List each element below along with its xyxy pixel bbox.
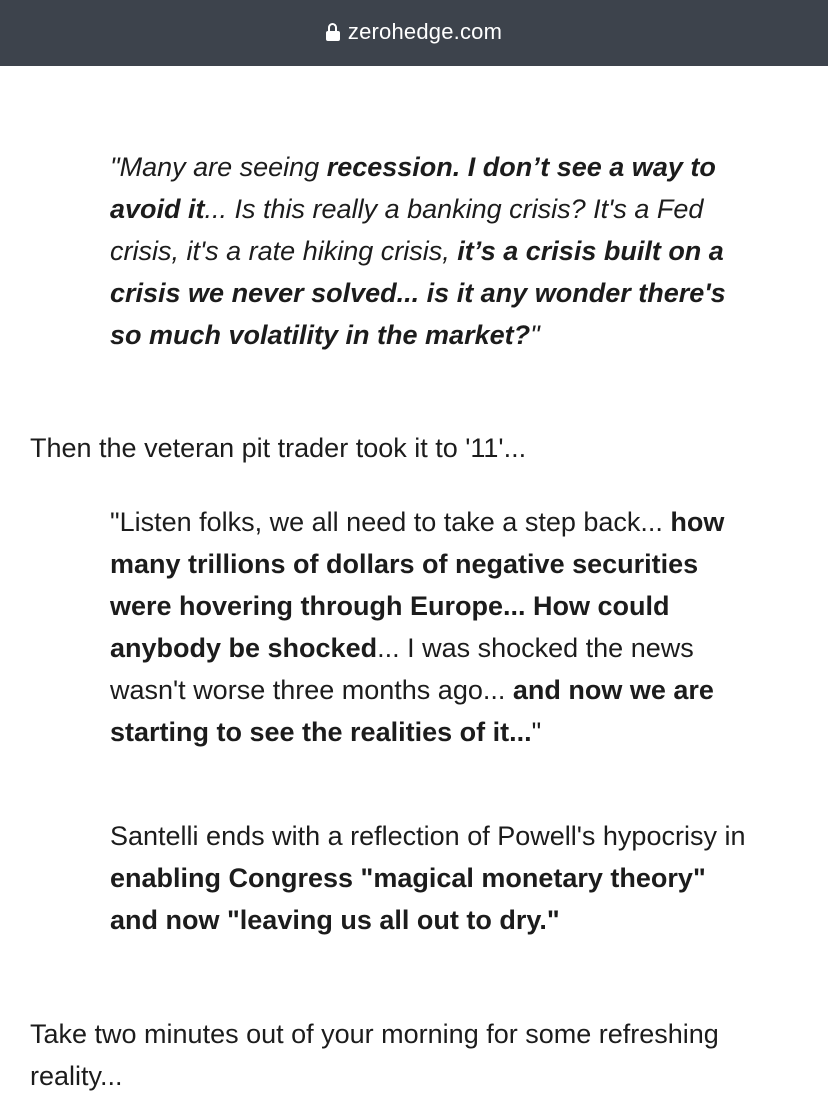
quote-text: Santelli ends with a reflection of Powell's hypocrisy in [110, 821, 746, 851]
paragraph-pit-trader: Then the veteran pit trader took it to '11'... [30, 433, 527, 463]
lock-icon [326, 23, 340, 41]
address-bar[interactable] [0, 0, 828, 66]
quote-text: "Listen folks, we all need to take a step back... [110, 507, 671, 537]
domain-text: zerohedge.com [347, 19, 503, 44]
paragraph-closing: Take two minutes out of your morning for some refreshing reality... [30, 1019, 719, 1091]
quote-bold-text: how many trillions of dollars of negative securities were hovering through Europe... How could anybody be shocked [110, 507, 725, 663]
quote-text: "Many are seeing [110, 152, 327, 182]
quote-listen-folks [110, 501, 750, 753]
quote-text: ... Is this really a banking crisis? It's a Fed crisis, it's a rate hiking crisis, [110, 194, 704, 266]
quote-text: ... I was shocked the news wasn't worse three months ago... [110, 633, 694, 705]
quote-recession [110, 146, 750, 356]
quote-bold-text: enabling Congress "magical monetary theory" and now "leaving us all out to dry." [110, 863, 706, 935]
quote-text: " [531, 717, 542, 747]
quote-bold-text: it’s a crisis built on a crisis we never solved... is it any wonder there's so much volatility in the market? [110, 236, 726, 350]
address-bar-content [326, 19, 502, 45]
quote-text: " [530, 320, 540, 350]
quote-bold-text: recession. I don’t see a way to avoid it [110, 152, 716, 224]
quote-bold-text: and now we are starting to see the realities of it... [110, 675, 714, 747]
quote-santelli [110, 815, 750, 941]
